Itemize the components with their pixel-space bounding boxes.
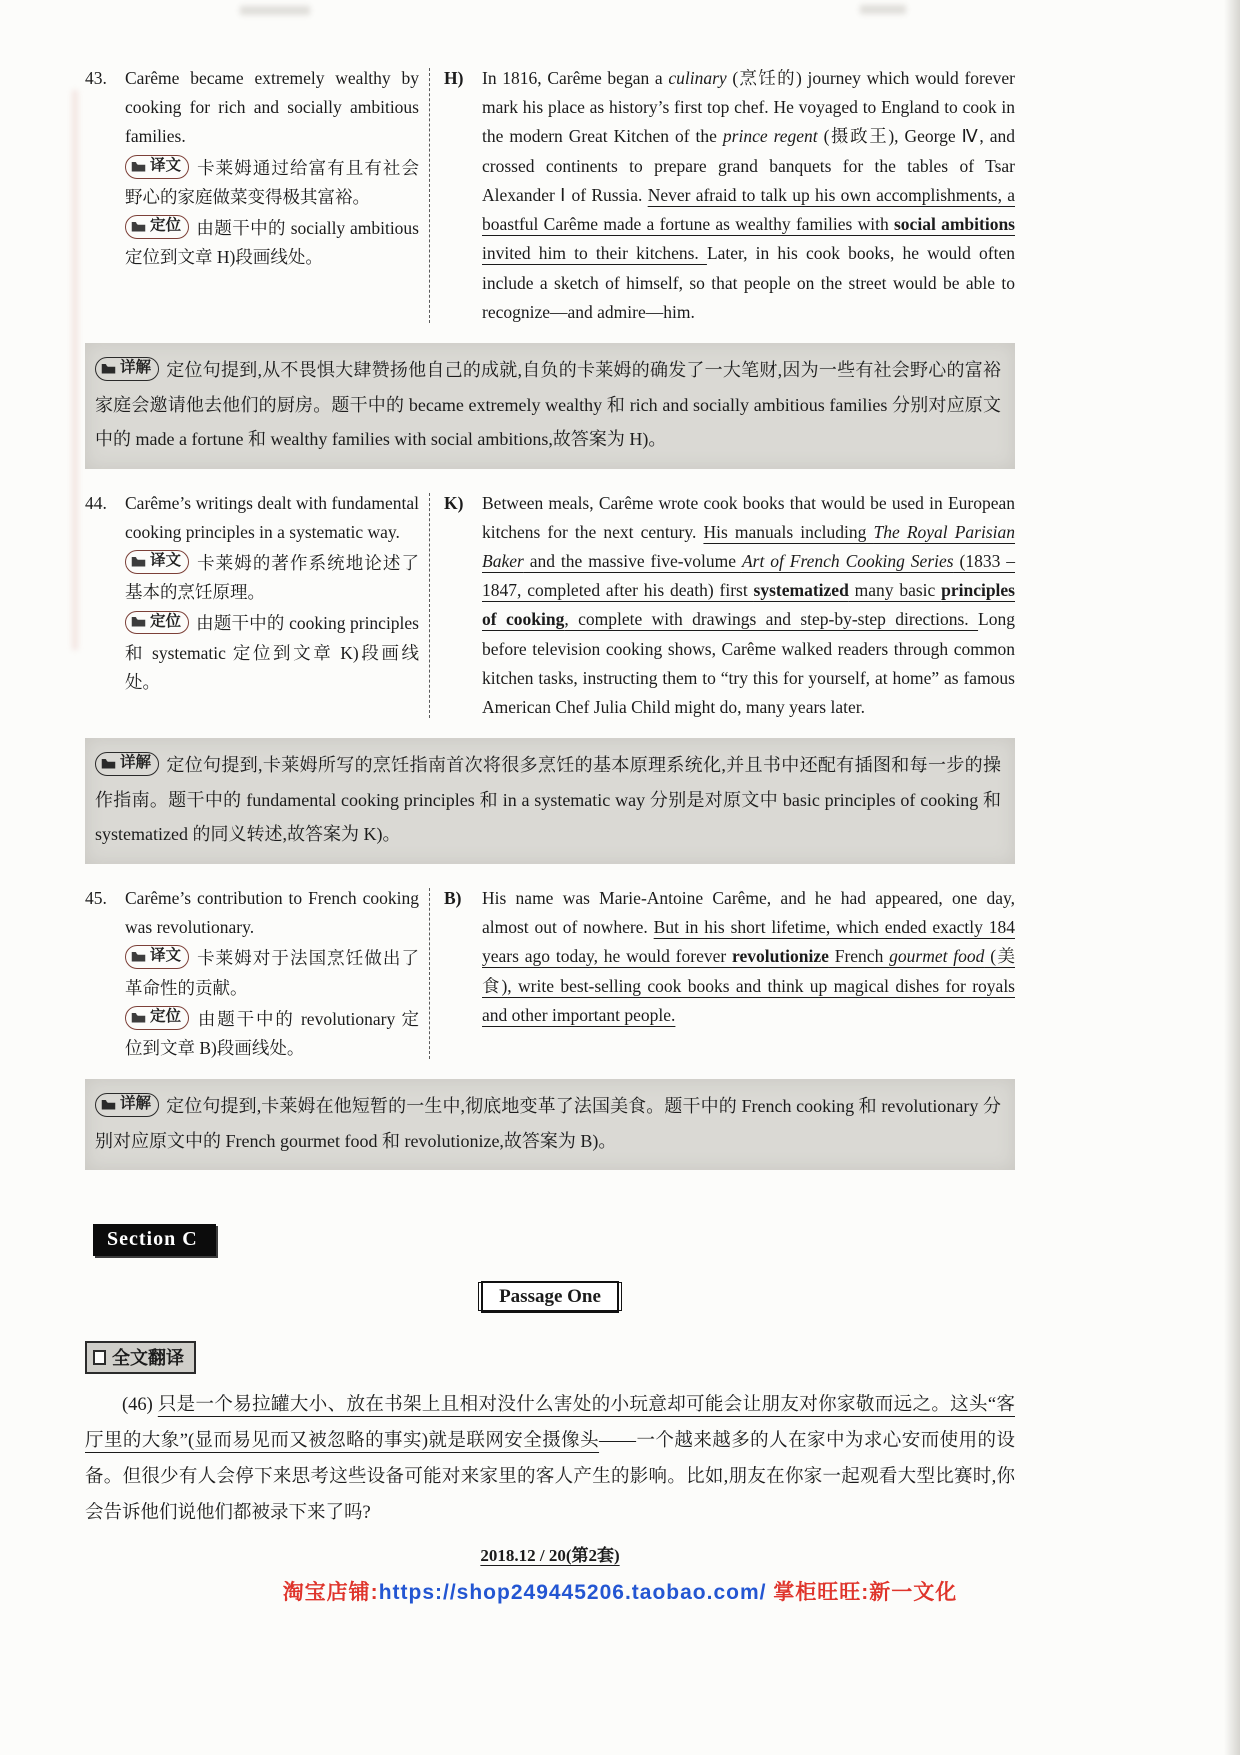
folder-icon <box>101 363 116 374</box>
paragraph-letter: B) <box>444 888 462 908</box>
folder-icon <box>131 161 146 172</box>
location-line <box>125 214 419 272</box>
explanation-43-box <box>85 343 1015 469</box>
explanation-44-box <box>85 738 1015 864</box>
folder-icon <box>131 616 146 627</box>
paragraph-text: His name was Marie-Antoine Carême, and he had appeared, one day, almost out of nowhere. But in his short lifetime, which ended exactly 184 years ago today, he would forever revolutionize French gourmet food (美食), write best-selling cook books and think up magical dishes for royals and other important people. <box>482 888 1015 1025</box>
xiangjie-badge: 详解 <box>95 752 159 776</box>
translation-line <box>125 154 419 212</box>
folder-icon <box>101 1099 116 1110</box>
question-44-block <box>85 489 1015 723</box>
paragraph-text: In 1816, Carême began a culinary (烹饪的) journey which would forever mark his place as history’s first top chef. He voyaged to England to cook in the modern Great Kitchen of the prince regent (摄政王), George Ⅳ, and crossed continents to prepare grand banquets for the tables of Tsar Alexander Ⅰ of Russia. Never afraid to talk up his own accomplishments, a boastful Carême made a fortune as wealthy families with social ambitions invited him to their kitchens. Later, in his cook books, he would often include a sketch of himself, so that people on the street would be able to recognize—and admire—him. <box>482 68 1016 322</box>
question-45-left-column <box>85 884 429 1063</box>
translation-line <box>125 549 419 607</box>
column-divider <box>429 888 430 1059</box>
folder-icon <box>131 1012 146 1023</box>
question-45-block <box>85 884 1015 1063</box>
paragraph-letter: H) <box>444 68 464 88</box>
explanation-text: 定位句提到,从不畏惧大肆赞扬他自己的成就,自负的卡莱姆的确发了一大笔财,因为一些有社会野心的富裕家庭会邀请他去他们的厨房。题干中的 became extremely wealthy 和 rich and socially ambitious families 分别对应原文中的 made a fortune 和 wealthy families with social ambitions,故答案为 H)。 <box>95 359 1001 450</box>
location-line <box>125 1005 419 1063</box>
paragraph-text: Between meals, Carême wrote cook books that would be used in European kitchens for the next century. His manuals including The Royal Parisian Baker and the massive five-volume Art of French Cooking Series (1833 – 1847, completed after his death) first systematized many basic principles of cooking, complete with drawings and step-by-step directions. Long before television cooking shows, Carême walked readers through common kitchen tasks, instructing them to “try this for yourself, at home” as famous American Chef Julia Child might do, many years later. <box>482 492 1016 718</box>
passage-one-header: Passage One <box>481 1281 619 1313</box>
column-divider <box>429 493 430 719</box>
yiwen-badge: 译文 <box>125 155 189 179</box>
shop-label: 淘宝店铺: <box>282 1581 379 1604</box>
folder-icon <box>131 221 146 232</box>
explanation-text: 定位句提到,卡莱姆所写的烹饪指南首次将很多烹饪的基本原理系统化,并且书中还配有插图和每一步的操作指南。题干中的 fundamental cooking principles 和 in a systematic way 分别是对原文中 basic principles of cooking 和 systematized 的同义转述,故答案为 K)。 <box>95 755 1001 845</box>
column-divider <box>429 68 430 323</box>
paragraph-letter: K) <box>444 492 464 513</box>
question-number: 43. <box>85 68 107 88</box>
translation-line <box>125 944 419 1002</box>
xiangjie-badge: 详解 <box>95 1093 159 1117</box>
question-statement: Carême became extremely wealthy by cooking for rich and socially ambitious families. <box>125 68 419 147</box>
question-number: 45. <box>85 888 107 908</box>
scan-artifact <box>72 90 78 650</box>
question-45-source-paragraph <box>444 884 1015 1063</box>
location-text: 由题干中的 cooking principles 和 systematic 定位到文章 K)段画线处。 <box>125 613 419 692</box>
question-statement: Carême’s writings dealt with fundamental cooking principles in a systematic way. <box>125 492 419 542</box>
yiwen-badge: 译文 <box>125 945 189 969</box>
translation-text: 卡莱姆的著作系统地论述了基本的烹饪原理。 <box>125 553 419 603</box>
location-text: 由题干中的 socially ambitious 定位到文章 H)段画线处。 <box>125 218 419 268</box>
seller-watermark <box>0 1576 1240 1606</box>
translated-passage-paragraph: (46) 只是一个易拉罐大小、放在书架上且相对没什么害处的小玩意却可能会让朋友对你家敬而远之。这头“客厅里的大象”(显而易见而又被忽略的事实)就是联网安全摄像头——一个越来越多的人在家中为求心安而使用的设备。但很少有人会停下来思考这些设备可能对来家里的客人产生的影响。比如,朋友在你家一起观看大型比赛时,你会告诉他们说他们都被录下来了吗? <box>85 1395 1015 1523</box>
page-footer <box>85 1541 1015 1566</box>
yiwen-badge: 译文 <box>125 550 189 574</box>
full-translation-section <box>85 1341 1015 1374</box>
explanation-text: 定位句提到,卡莱姆在他短暂的一生中,彻底地变革了法国美食。题干中的 French cooking 和 revolutionary 分别对应原文中的 French gourmet food 和 revolutionize,故答案为 B)。 <box>95 1096 1001 1151</box>
section-c-header: Section C <box>93 1224 216 1256</box>
explanation-45-box <box>85 1079 1015 1170</box>
translation-text: 卡莱姆对于法国烹饪做出了革命性的贡献。 <box>125 948 419 998</box>
passage-one-header-wrap <box>85 1282 1015 1311</box>
folder-icon <box>101 758 116 769</box>
scan-artifact <box>860 5 906 14</box>
scan-artifact <box>240 6 310 15</box>
quanwen-fanyi-badge: 全文翻译 <box>85 1341 196 1374</box>
square-icon <box>93 1350 106 1365</box>
location-text: 由题干中的 revolutionary 定位到文章 B)段画线处。 <box>125 1008 419 1059</box>
question-43-block <box>85 64 1015 327</box>
question-44-source-paragraph <box>444 489 1015 723</box>
folder-icon <box>131 951 146 962</box>
xiangjie-badge: 详解 <box>95 357 159 381</box>
question-43-left-column <box>85 64 429 327</box>
wangwang-value: 新一文化 <box>869 1581 958 1604</box>
folder-icon <box>131 556 146 567</box>
wangwang-label: 掌柜旺旺: <box>766 1581 870 1604</box>
location-line <box>125 609 419 697</box>
dingwei-badge: 定位 <box>125 215 189 239</box>
translation-text: 卡莱姆通过给富有且有社会野心的家庭做菜变得极其富裕。 <box>125 157 419 207</box>
question-43-source-paragraph <box>444 64 1015 327</box>
question-statement: Carême’s contribution to French cooking was revolutionary. <box>125 888 419 938</box>
question-44-left-column <box>85 489 429 723</box>
shop-url-link[interactable]: https://shop249445206.taobao.com/ <box>378 1581 767 1604</box>
dingwei-badge: 定位 <box>125 611 189 635</box>
dingwei-badge: 定位 <box>125 1006 189 1030</box>
page-number-label: 2018.12 / 20(第2套) <box>480 1546 620 1566</box>
question-number: 44. <box>85 492 107 513</box>
